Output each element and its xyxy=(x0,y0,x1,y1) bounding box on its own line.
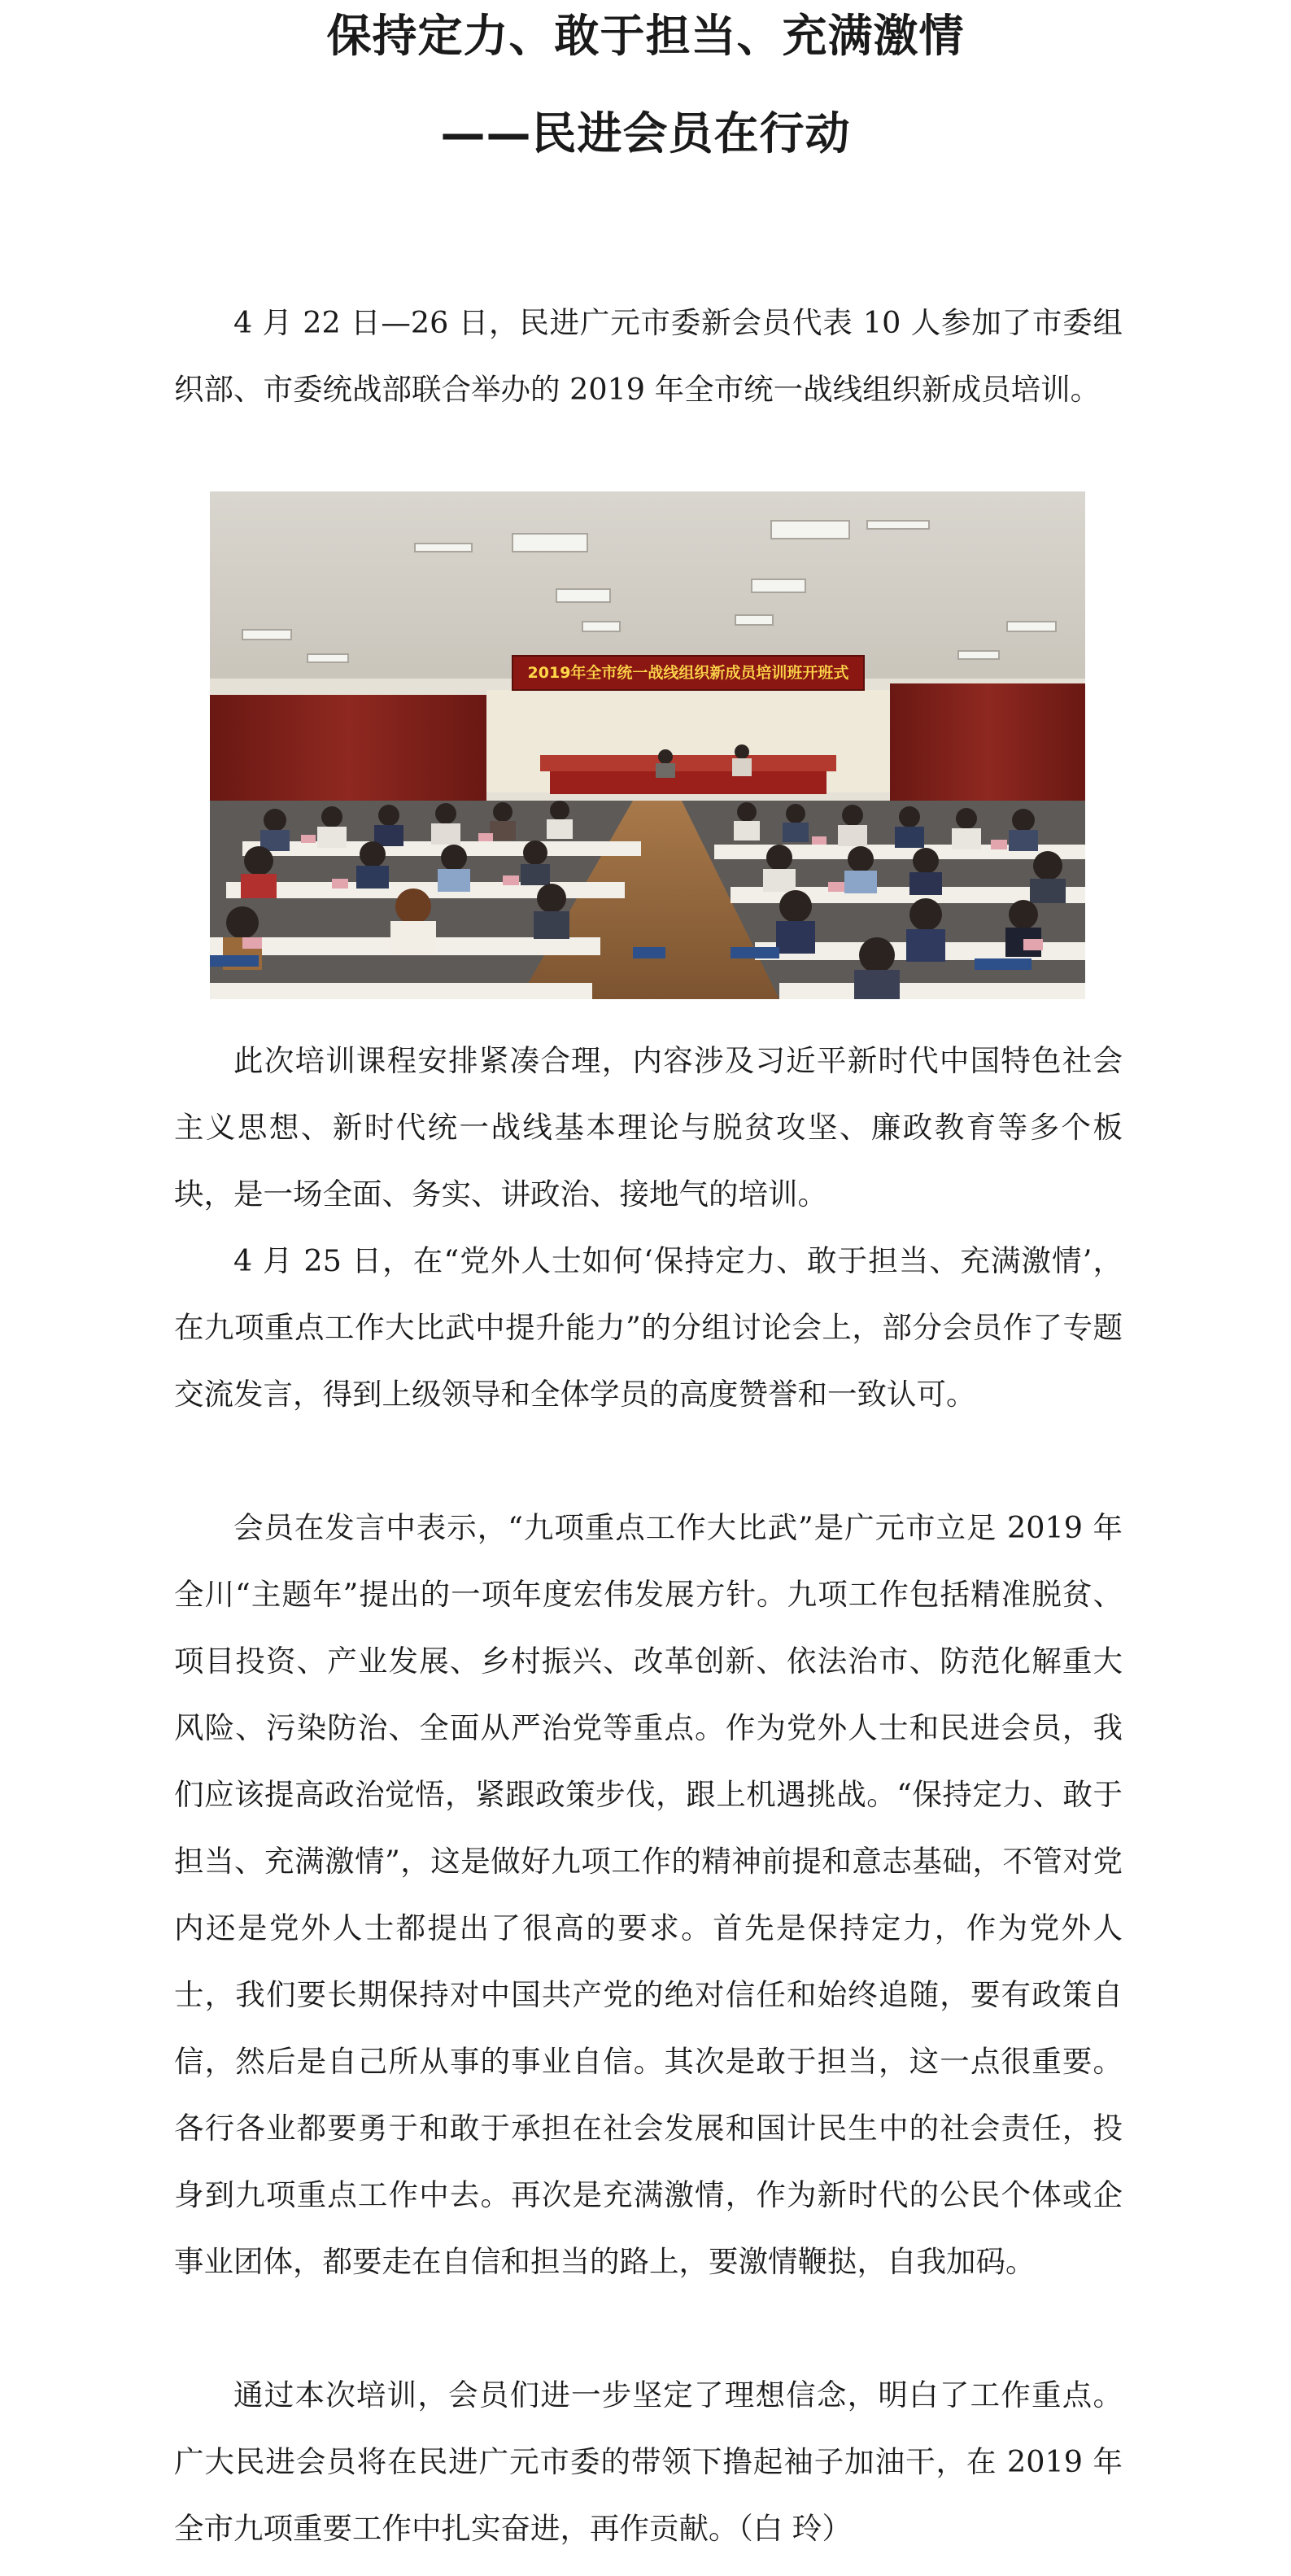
training-photo-illustration xyxy=(210,491,1085,999)
banner-text: 2019年全市统一战线组织新成员培训班开班式 xyxy=(527,664,849,682)
page-subtitle: ——民进会员在行动 xyxy=(440,107,851,159)
training-photo xyxy=(210,491,1085,999)
paragraph-1: 4 月 22 日—26 日，民进广元市委新会员代表 10 人参加了市委组织部、市委统战部联合举办的 2019 年全市统一战线组织新成员培训。 xyxy=(174,305,1123,407)
paragraph-5: 通过本次培训，会员们进一步坚定了理想信念，明白了工作重点。广大民进会员将在民进广元市委的带领下撸起袖子加油干，在 2019 年全市九项重要工作中扎实奋进，再作贡献。（白 玲） xyxy=(174,2377,1123,2546)
page-title: 保持定力、敢于担当、充满激情 xyxy=(326,10,965,62)
paragraph-4: 会员在发言中表示，“九项重点工作大比武”是广元市立足 2019 年全川“主题年”提出的一项年度宏伟发展方针。九项工作包括精准脱贫、项目投资、产业发展、乡村振兴、改革创新、依法治市、防范化解重大风险、污染防治、全面从严治党等重点。作为党外人士和民进会员，我们应该提高政治觉悟，紧跟政策步伐，跟上机遇挑战。“保持定力、敢于担当、充满激情”，这是做好九项工作的精神前提和意志基础，不管对党内还是党外人士都提出了很高的要求。首先是保持定力，作为党外人士，我们要长期保持对中国共产党的绝对信任和始终追随，要有政策自信，然后是自己所从事的事业自信。其次是敢于担当，这一点很重要。各行各业都要勇于和敢于承担在社会发展和国计民生中的社会责任，投身到九项重点工作中去。再次是充满激情，作为新时代的公民个体或企事业团体，都要走在自信和担当的路上，要激情鞭挞，自我加码。 xyxy=(174,1510,1123,2279)
paragraph-2: 此次培训课程安排紧凑合理，内容涉及习近平新时代中国特色社会主义思想、新时代统一战线基本理论与脱贫攻坚、廉政教育等多个板块，是一场全面、务实、讲政治、接地气的培训。 xyxy=(174,1043,1123,1212)
paragraph-3: 4 月 25 日，在“党外人士如何‘保持定力、敢于担当、充满激情’，在九项重点工作大比武中提升能力”的分组讨论会上，部分会员作了专题交流发言，得到上级领导和全体学员的高度赞誉和一致认可。 xyxy=(174,1243,1123,1412)
